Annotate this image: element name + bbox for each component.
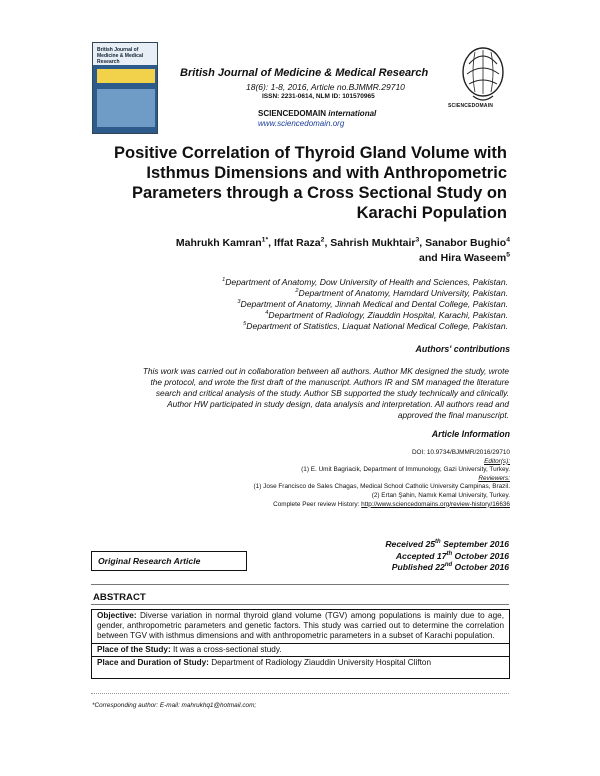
publisher-logo-icon xyxy=(455,42,511,108)
abstract-table xyxy=(91,609,510,679)
publisher-name xyxy=(258,109,376,118)
affiliation-list xyxy=(88,277,508,332)
author-name: Sanabor Bughio xyxy=(425,237,507,249)
author-affiliation-sup: 2 xyxy=(320,236,325,244)
affiliation-item: $^2$Department of Anatomy, Hamdard University, Pakistan. xyxy=(295,288,508,298)
cover-title-line1: British Journal of xyxy=(97,47,139,53)
corresponding-author: *Corresponding author: E-mail: mahrukhq1@hotmail.com; xyxy=(92,702,257,709)
reviewer-item: (2) Ertan Şahin, Namık Kemal University, Turkey. xyxy=(371,491,510,499)
contributions-text: This work was carried out in collaboration between all authors. Author MK designed the study, wrote the protocol, and wrote the first draft of the manuscript. Authors IR and SM managed the literature search and critical analysis of the study. Author SB supported the study technically and clinically. Author HW participated in study design, data analysis and interpretation. All authors read and approved the final manuscript. xyxy=(142,366,509,420)
footer-divider xyxy=(91,693,509,694)
affiliation-item: $^5$Department of Statistics, Liaquat National Medical College, Pakistan. xyxy=(243,321,508,331)
author-name: Iffat Raza xyxy=(273,237,321,249)
author-line-1: Mahrukh Kamran$^{1*}$, Iffat Raza$^2$, Sahrish Mukhtair$^3$, Sanabor Bughio$^4$ xyxy=(175,236,510,249)
review-history: Complete Peer review History: http://www.sciencedomains.org/review-history/16636 xyxy=(273,500,510,508)
divider xyxy=(91,604,509,605)
abstract-objective: Objective: Diverse variation in normal thyroid gland volume (TGV) among populations is mainly due to age, gender, anthropometric parameters and genetic factors. This study was carried out to determine the correlation between TGV with isthmus dimensions and with anthropometric parameters in a subset of Karachi population. xyxy=(92,610,509,644)
cover-title-line3: Research xyxy=(97,59,120,65)
publisher-label: SCIENCEDOMAIN xyxy=(258,109,327,118)
journal-cover-image xyxy=(92,42,158,134)
author-affiliation-sup: 1* xyxy=(261,236,269,244)
received-date: Received 25th September 2016 xyxy=(385,539,509,549)
affiliation-item: $^1$Department of Anatomy, Dow University of Health and Sciences, Pakistan. xyxy=(222,277,508,287)
divider xyxy=(91,584,509,585)
author-affiliation-sup: 3 xyxy=(415,236,420,244)
accepted-date: Accepted 17th October 2016 xyxy=(395,550,509,561)
author-name: Sahrish Mukhtair xyxy=(330,237,416,249)
article-info-heading: Article Information xyxy=(431,429,510,439)
review-history-link[interactable]: http://www.sciencedomains.org/review-history/16636 xyxy=(361,500,510,508)
editor-item: (1) E. Umit Bagriacik, Department of Immunology, Gazi University, Turkey. xyxy=(301,466,510,474)
published-date: Published 22nd October 2016 xyxy=(391,562,509,572)
affiliation-item: $^3$Department of Anatomy, Jinnah Medical and Dental College, Pakistan. xyxy=(237,299,508,309)
author-name: Mahrukh Kamran xyxy=(175,237,262,249)
publisher-logo-text: SCIENCEDOMAIN xyxy=(448,103,494,109)
abstract-duration: Place and Duration of Study: Department of Radiology Ziauddin University Hospital Clifton xyxy=(97,657,431,667)
cover-title-line2: Medicine & Medical xyxy=(97,53,144,59)
publication-dates xyxy=(385,539,509,574)
reviewers-label: Reviewers: xyxy=(478,474,510,482)
publisher-suffix: international xyxy=(328,109,377,118)
doi: DOI: 10.9734/BJMMR/2016/29710 xyxy=(411,449,510,456)
author-name: Hira Waseem xyxy=(440,252,507,264)
abstract-place: Place of the Study: It was a cross-sectional study. xyxy=(92,644,509,657)
journal-issn: ISSN: 2231-0614, NLM ID: 101570965 xyxy=(262,93,375,100)
abstract-heading: ABSTRACT xyxy=(93,592,146,603)
paper-title: Positive Correlation of Thyroid Gland Volume with Isthmus Dimensions and with Anthropometric Parameters through a Cross Sectional Study on Karachi Population xyxy=(114,144,507,222)
article-info-block xyxy=(90,449,510,509)
author-affiliation-sup: 5 xyxy=(506,251,510,259)
reviewer-item: (1) Jose Francisco de Sales Chagas, Medical School Catholic University Campinas, Brazil. xyxy=(253,483,510,491)
contributions-heading: Authors' contributions xyxy=(415,344,510,354)
author-list xyxy=(90,236,510,266)
publisher-url[interactable]: www.sciencedomain.org xyxy=(258,119,345,128)
author-line-2: and Hira Waseem$^5$ xyxy=(419,251,510,264)
affiliation-item: $^4$Department of Radiology, Ziauddin Hospital, Karachi, Pakistan. xyxy=(265,310,508,320)
article-type-badge: Original Research Article xyxy=(91,551,247,571)
author-affiliation-sup: 4 xyxy=(506,236,510,244)
editors-label: Editor(s): xyxy=(484,457,510,465)
journal-issue: 18(6): 1-8, 2016, Article no.BJMMR.29710 xyxy=(246,82,405,92)
journal-name: British Journal of Medicine & Medical Research xyxy=(180,67,429,79)
